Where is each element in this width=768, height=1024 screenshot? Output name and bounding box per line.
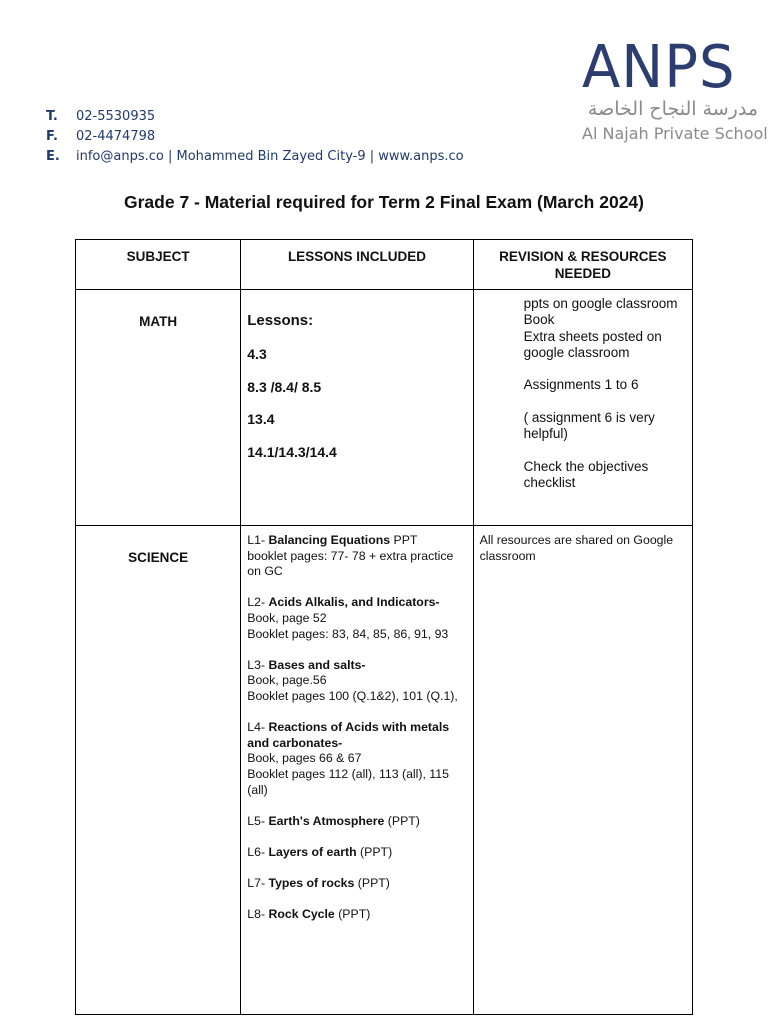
header-resources: REVISION & RESOURCES NEEDED	[473, 240, 692, 290]
lesson-prefix: L3-	[247, 657, 269, 672]
lesson-suffix: (PPT)	[356, 844, 393, 859]
header-subject: SUBJECT	[76, 240, 241, 290]
lesson-title: Earth's Atmosphere	[268, 813, 385, 828]
lesson-prefix: L4-	[247, 720, 269, 735]
math-resource: Extra sheets posted on google classroom	[523, 328, 662, 360]
lesson-prefix: L1-	[247, 533, 269, 547]
lesson-detail: Booklet pages: 83, 84, 85, 86, 91, 93	[247, 626, 449, 641]
math-resource: Book	[523, 312, 555, 328]
lesson-prefix: L6-	[247, 844, 269, 859]
math-lesson: 4.3	[247, 346, 267, 362]
lesson-title: Reactions of Acids with metals and carbonates-	[247, 720, 450, 750]
math-lessons-heading: Lessons:	[247, 312, 314, 329]
lesson-prefix: L5-	[247, 813, 269, 828]
math-lesson: 14.1/14.3/14.4	[247, 443, 337, 460]
email-key: E.	[46, 149, 60, 164]
lesson-detail: Booklet pages 112 (all), 113 (all), 115 (all)	[247, 766, 449, 797]
lesson-title: Acids Alkalis, and Indicators-	[268, 595, 440, 610]
math-resources	[473, 290, 692, 526]
lesson-title: Rock Cycle	[268, 907, 335, 922]
science-lesson-item	[247, 814, 466, 830]
logo-arabic-name: مدرسة النجاح الخاصة	[587, 98, 758, 120]
lesson-detail: Book, page 52	[247, 610, 327, 625]
lesson-title: Types of rocks	[268, 876, 355, 891]
math-lesson: 8.3 /8.4/ 8.5	[247, 378, 322, 395]
material-table	[75, 239, 693, 1015]
lesson-prefix: L8-	[247, 907, 269, 922]
email-line: info@anps.co | Mohammed Bin Zayed City-9 | www.anps.co	[76, 149, 464, 164]
email-row	[46, 147, 464, 167]
school-logo	[580, 33, 768, 155]
fax-key: F.	[46, 129, 58, 144]
logo-english-name: Al Najah Private School	[582, 124, 768, 143]
table-row-math	[76, 290, 693, 526]
math-resource: Check the objectives checklist	[523, 458, 649, 491]
science-lesson-item	[247, 845, 466, 861]
phone-number: 02-5530935	[76, 109, 156, 124]
science-lesson-item	[247, 533, 466, 580]
lesson-suffix: PPT	[390, 533, 418, 547]
lesson-title: Balancing Equations	[268, 533, 391, 547]
fax-number: 02-4474798	[76, 129, 156, 144]
science-lesson-item	[247, 907, 466, 923]
math-resource: ppts on google classroom	[523, 296, 678, 311]
science-lessons	[241, 526, 473, 1015]
contact-block	[46, 107, 464, 167]
table-row-science	[76, 526, 693, 1015]
logo-word: ANPS	[582, 33, 736, 102]
lesson-title: Bases and salts-	[268, 657, 366, 672]
lesson-detail: booklet pages: 77- 78 + extra practice on GC	[247, 548, 454, 579]
lesson-suffix: (PPT)	[354, 876, 390, 891]
lesson-suffix: (PPT)	[334, 907, 371, 922]
spacer	[524, 394, 686, 410]
fax-row	[46, 127, 464, 147]
lesson-prefix: L2-	[247, 595, 269, 610]
science-lesson-item	[247, 876, 466, 892]
lesson-detail: Booklet pages 100 (Q.1&2), 101 (Q.1),	[247, 688, 458, 703]
science-lesson-item	[247, 720, 466, 798]
science-lesson-item	[247, 658, 466, 705]
spacer	[524, 361, 686, 377]
math-resource: ( assignment 6 is very helpful)	[523, 410, 655, 442]
table-header-row	[76, 240, 693, 290]
lesson-suffix: (PPT)	[384, 813, 420, 828]
math-lessons	[241, 290, 473, 526]
header-lessons: LESSONS INCLUDED	[241, 240, 473, 290]
lesson-detail: Book, pages 66 & 67	[247, 751, 362, 766]
phone-row	[46, 107, 464, 127]
lesson-title: Layers of earth	[268, 844, 357, 859]
page-title: Grade 7 - Material required for Term 2 Final Exam (March 2024)	[124, 192, 644, 212]
math-lesson: 13.4	[247, 411, 275, 427]
lesson-prefix: L7-	[247, 876, 269, 891]
science-subject: SCIENCE	[76, 526, 241, 1015]
phone-key: T.	[46, 109, 58, 124]
lesson-detail: Book, page.56	[247, 673, 327, 688]
science-resources: All resources are shared on Google classroom	[473, 526, 692, 1015]
math-subject: MATH	[76, 290, 241, 526]
spacer	[524, 443, 686, 459]
science-lesson-item	[247, 595, 466, 642]
math-resource: Assignments 1 to 6	[523, 377, 639, 393]
